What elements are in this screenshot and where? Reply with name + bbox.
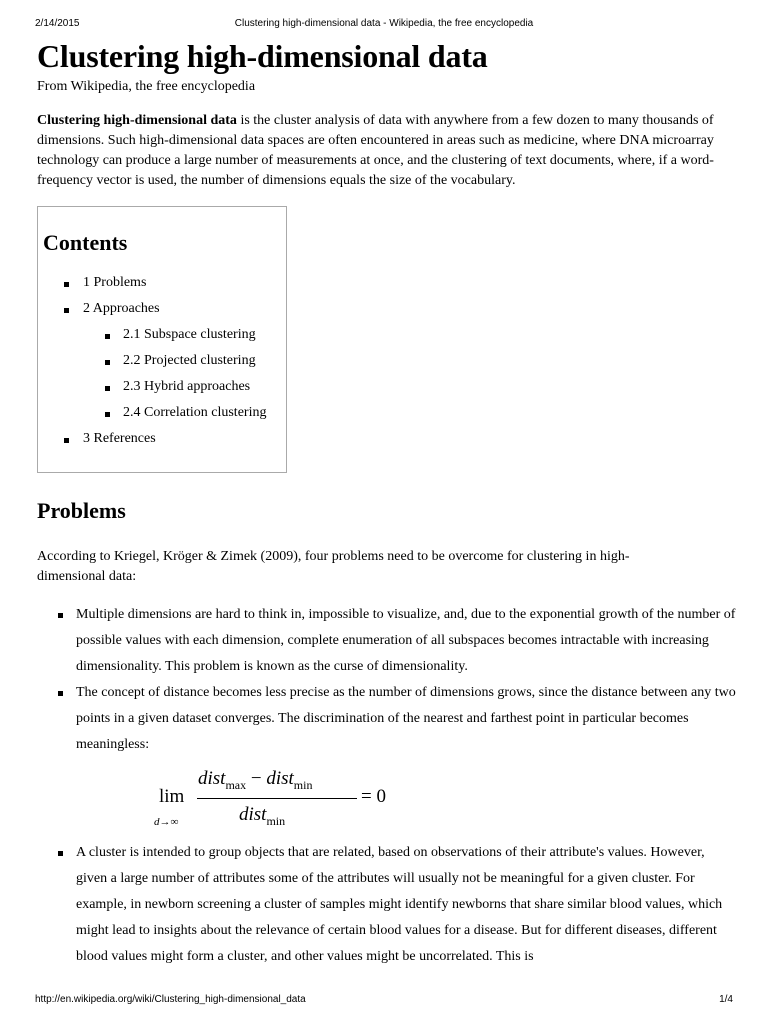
- toc-item-approaches[interactable]: [43, 296, 286, 322]
- formula-denominator: dist$_{min}$: [239, 804, 286, 828]
- formula-lim: lim: [159, 786, 185, 807]
- print-page-title: Clustering high-dimensional data - Wikipedia, the free encyclopedia: [234, 18, 534, 29]
- list-item-text: A cluster is intended to group objects that are related, based on observations of their attribute's values. However, given a large number of attributes some of the attributes will usually not be meaningful for a given cluster. For example, in newborn screening a cluster of samples might identify newborns that share similar blood values, which might lead to insights about the relevance of certain blood values for a disease. But for different diseases, different blood values might form a cluster, and other values might be uncorrelated. This is: [76, 845, 723, 964]
- bullet-square-icon: [58, 691, 63, 696]
- list-item: [37, 602, 736, 680]
- print-header: [35, 18, 733, 32]
- print-date: 2/14/2015: [35, 18, 80, 29]
- table-of-contents: [37, 206, 287, 473]
- list-item: [37, 680, 736, 832]
- bullet-square-icon: [64, 438, 69, 443]
- distance-limit-formula: [76, 766, 736, 832]
- list-item-text: The concept of distance becomes less precise as the number of dimensions grows, since the distance between any two points in a given dataset converges. The discrimination of the nearest and farthest point in particular becomes meaningless:: [76, 685, 736, 752]
- toc-item-projected-clustering[interactable]: [43, 348, 286, 374]
- article-subtitle: From Wikipedia, the free encyclopedia: [37, 79, 256, 94]
- toc-item-label[interactable]: 2 Approaches: [83, 301, 160, 316]
- toc-item-label[interactable]: 2.1 Subspace clustering: [123, 327, 256, 342]
- toc-item-references[interactable]: [43, 426, 286, 452]
- intro-text: is the cluster analysis of data with anywhere from a few dozen to many thousands of dimensions. Such high-dimensional data spaces are often encountered in areas such as medicine, where DNA microarray technology can produce a large number of measurements at once, and the clustering of text documents, where, if a word-frequency vector is used, the number of dimensions equals the size of the vocabulary.: [37, 113, 714, 188]
- section-heading-problems: Problems: [37, 498, 126, 523]
- formula-equals: = 0: [361, 786, 386, 807]
- problems-intro-paragraph: According to Kriegel, Kröger & Zimek (2009), four problems need to be overcome for clustering in high-dimensional data:: [37, 549, 630, 584]
- bullet-square-icon: [105, 386, 110, 391]
- toc-item-label[interactable]: 2.3 Hybrid approaches: [123, 379, 251, 394]
- bullet-square-icon: [58, 851, 63, 856]
- toc-title: Contents: [43, 230, 128, 255]
- formula-fraction-bar: [197, 798, 357, 799]
- toc-item-label[interactable]: 2.4 Correlation clustering: [123, 405, 267, 420]
- article-content: [37, 36, 737, 970]
- toc-item-label[interactable]: 2.2 Projected clustering: [123, 353, 256, 368]
- list-item: [37, 840, 736, 970]
- bullet-square-icon: [105, 412, 110, 417]
- list-item-text: Multiple dimensions are hard to think in, impossible to visualize, and, due to the exponential growth of the number of possible values with each dimension, complete enumeration of all subspaces becomes intractable with increasing dimensionality. This problem is known as the curse of dimensionality.: [76, 607, 736, 674]
- bullet-square-icon: [105, 360, 110, 365]
- page-title: Clustering high-dimensional data: [37, 38, 488, 74]
- bullet-square-icon: [64, 282, 69, 287]
- formula-lim-subscript: d→∞: [154, 816, 179, 828]
- problems-list: [37, 602, 737, 970]
- bullet-square-icon: [58, 613, 63, 618]
- toc-item-label[interactable]: 1 Problems: [83, 275, 147, 290]
- print-page-number: 1/4: [719, 994, 733, 1005]
- intro-paragraph: [37, 111, 732, 191]
- print-url[interactable]: http://en.wikipedia.org/wiki/Clustering_high-dimensional_data: [35, 994, 306, 1005]
- toc-item-hybrid-approaches[interactable]: [43, 374, 286, 400]
- toc-item-correlation-clustering[interactable]: [43, 400, 286, 426]
- toc-item-problems[interactable]: [43, 270, 286, 296]
- print-footer: [35, 994, 733, 1008]
- toc-item-subspace-clustering[interactable]: [43, 322, 286, 348]
- formula-numerator: dist$_{max}$ − dist$_{min}$: [198, 768, 313, 792]
- toc-item-label[interactable]: 3 References: [83, 431, 156, 446]
- bullet-square-icon: [105, 334, 110, 339]
- bullet-square-icon: [64, 308, 69, 313]
- intro-bold-term: Clustering high-dimensional data: [37, 113, 237, 128]
